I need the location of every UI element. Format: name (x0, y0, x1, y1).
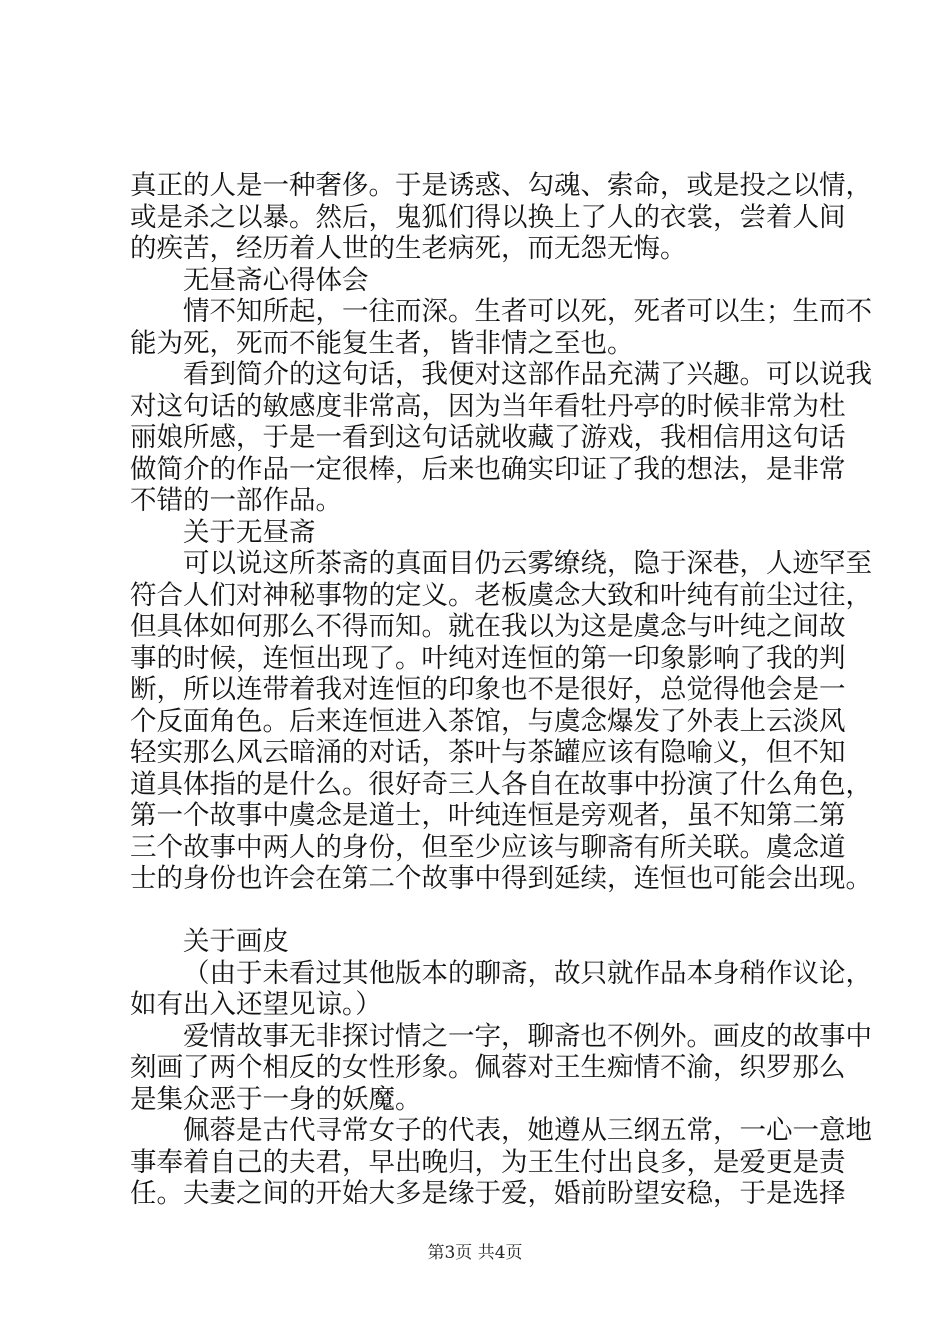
section-heading-wuzhouzhai-review: 无昼斋心得体会 (183, 264, 369, 296)
paragraph-first-line: 爱情故事无非探讨情之一字，聊斋也不例外。画皮的故事中 (183, 1020, 872, 1052)
text-line: 断，所以连带着我对连恒的印象也不是很好，总觉得他会是一 (130, 674, 846, 705)
section-heading-about-wuzhouzhai: 关于无昼斋 (183, 516, 316, 548)
paragraph-first-line: 可以说这所茶斋的真面目仍云雾缭绕，隐于深巷，人迹罕至 (183, 548, 872, 579)
text-line: 刻画了两个相反的女性形象。佩蓉对王生痴情不渝，织罗那么 (130, 1052, 846, 1083)
document-body (130, 170, 872, 1210)
text-line: 对这句话的敏感度非常高，因为当年看牡丹亭的时候非常为杜 (130, 390, 846, 422)
text-line: 能为死，死而不能复生者，皆非情之至也。 (130, 327, 634, 359)
paragraph-first-line: （由于未看过其他版本的聊斋，故只就作品本身稍作议论， (183, 957, 872, 989)
text-line: 士的身份也许会在第二个故事中得到延续，连恒也可能会出现。 (130, 863, 872, 894)
text-line: 符合人们对神秘事物的定义。老板虞念大致和叶纯有前尘过往， (130, 579, 872, 611)
text-line: 不错的一部作品。 (130, 485, 342, 516)
text-line: 丽娘所感，于是一看到这句话就收藏了游戏，我相信用这句话 (130, 422, 846, 453)
text-line: 个反面角色。后来连恒进入茶馆，与虞念爆发了外表上云淡风 (130, 705, 846, 737)
text-line: 的疾苦，经历着人世的生老病死，而无怨无悔。 (130, 233, 687, 264)
text-line: 第一个故事中虞念是道士，叶纯连恒是旁观者，虽不知第二第 (130, 800, 846, 831)
page-footer: 第3页 共4页 (427, 1243, 523, 1263)
text-line: 做简介的作品一定很棒，后来也确实印证了我的想法，是非常 (130, 453, 846, 485)
paragraph-first-line: 情不知所起，一往而深。生者可以死，死者可以生；生而不 (183, 296, 872, 327)
text-line: 或是杀之以暴。然后，鬼狐们得以换上了人的衣裳，尝着人间 (130, 201, 846, 233)
paragraph-first-line: 佩蓉是古代寻常女子的代表，她遵从三纲五常，一心一意地 (183, 1115, 872, 1146)
text-line: 三个故事中两人的身份，但至少应该与聊斋有所关联。虞念道 (130, 831, 846, 863)
text-line: 事奉着自己的夫君，早出晚归，为王生付出良多，是爱更是责 (130, 1146, 846, 1178)
section-heading-about-huapi: 关于画皮 (183, 926, 289, 957)
text-line: 道具体指的是什么。很好奇三人各自在故事中扮演了什么角色， (130, 768, 872, 800)
text-line: 真正的人是一种奢侈。于是诱惑、勾魂、索命，或是投之以情， (130, 170, 872, 201)
paragraph-first-line: 看到简介的这句话，我便对这部作品充满了兴趣。可以说我 (183, 359, 872, 390)
text-line: 事的时候，连恒出现了。叶纯对连恒的第一印象影响了我的判 (130, 642, 846, 674)
text-line: 是集众恶于一身的妖魔。 (130, 1083, 422, 1115)
text-line: 任。夫妻之间的开始大多是缘于爱，婚前盼望安稳，于是选择 (130, 1178, 846, 1209)
text-line: 但具体如何那么不得而知。就在我以为这是虞念与叶纯之间故 (130, 611, 846, 642)
blank-line (130, 895, 842, 927)
text-line: 如有出入还望见谅。） (130, 989, 382, 1020)
text-line: 轻实那么风云暗涌的对话，茶叶与茶罐应该有隐喻义，但不知 (130, 737, 846, 768)
